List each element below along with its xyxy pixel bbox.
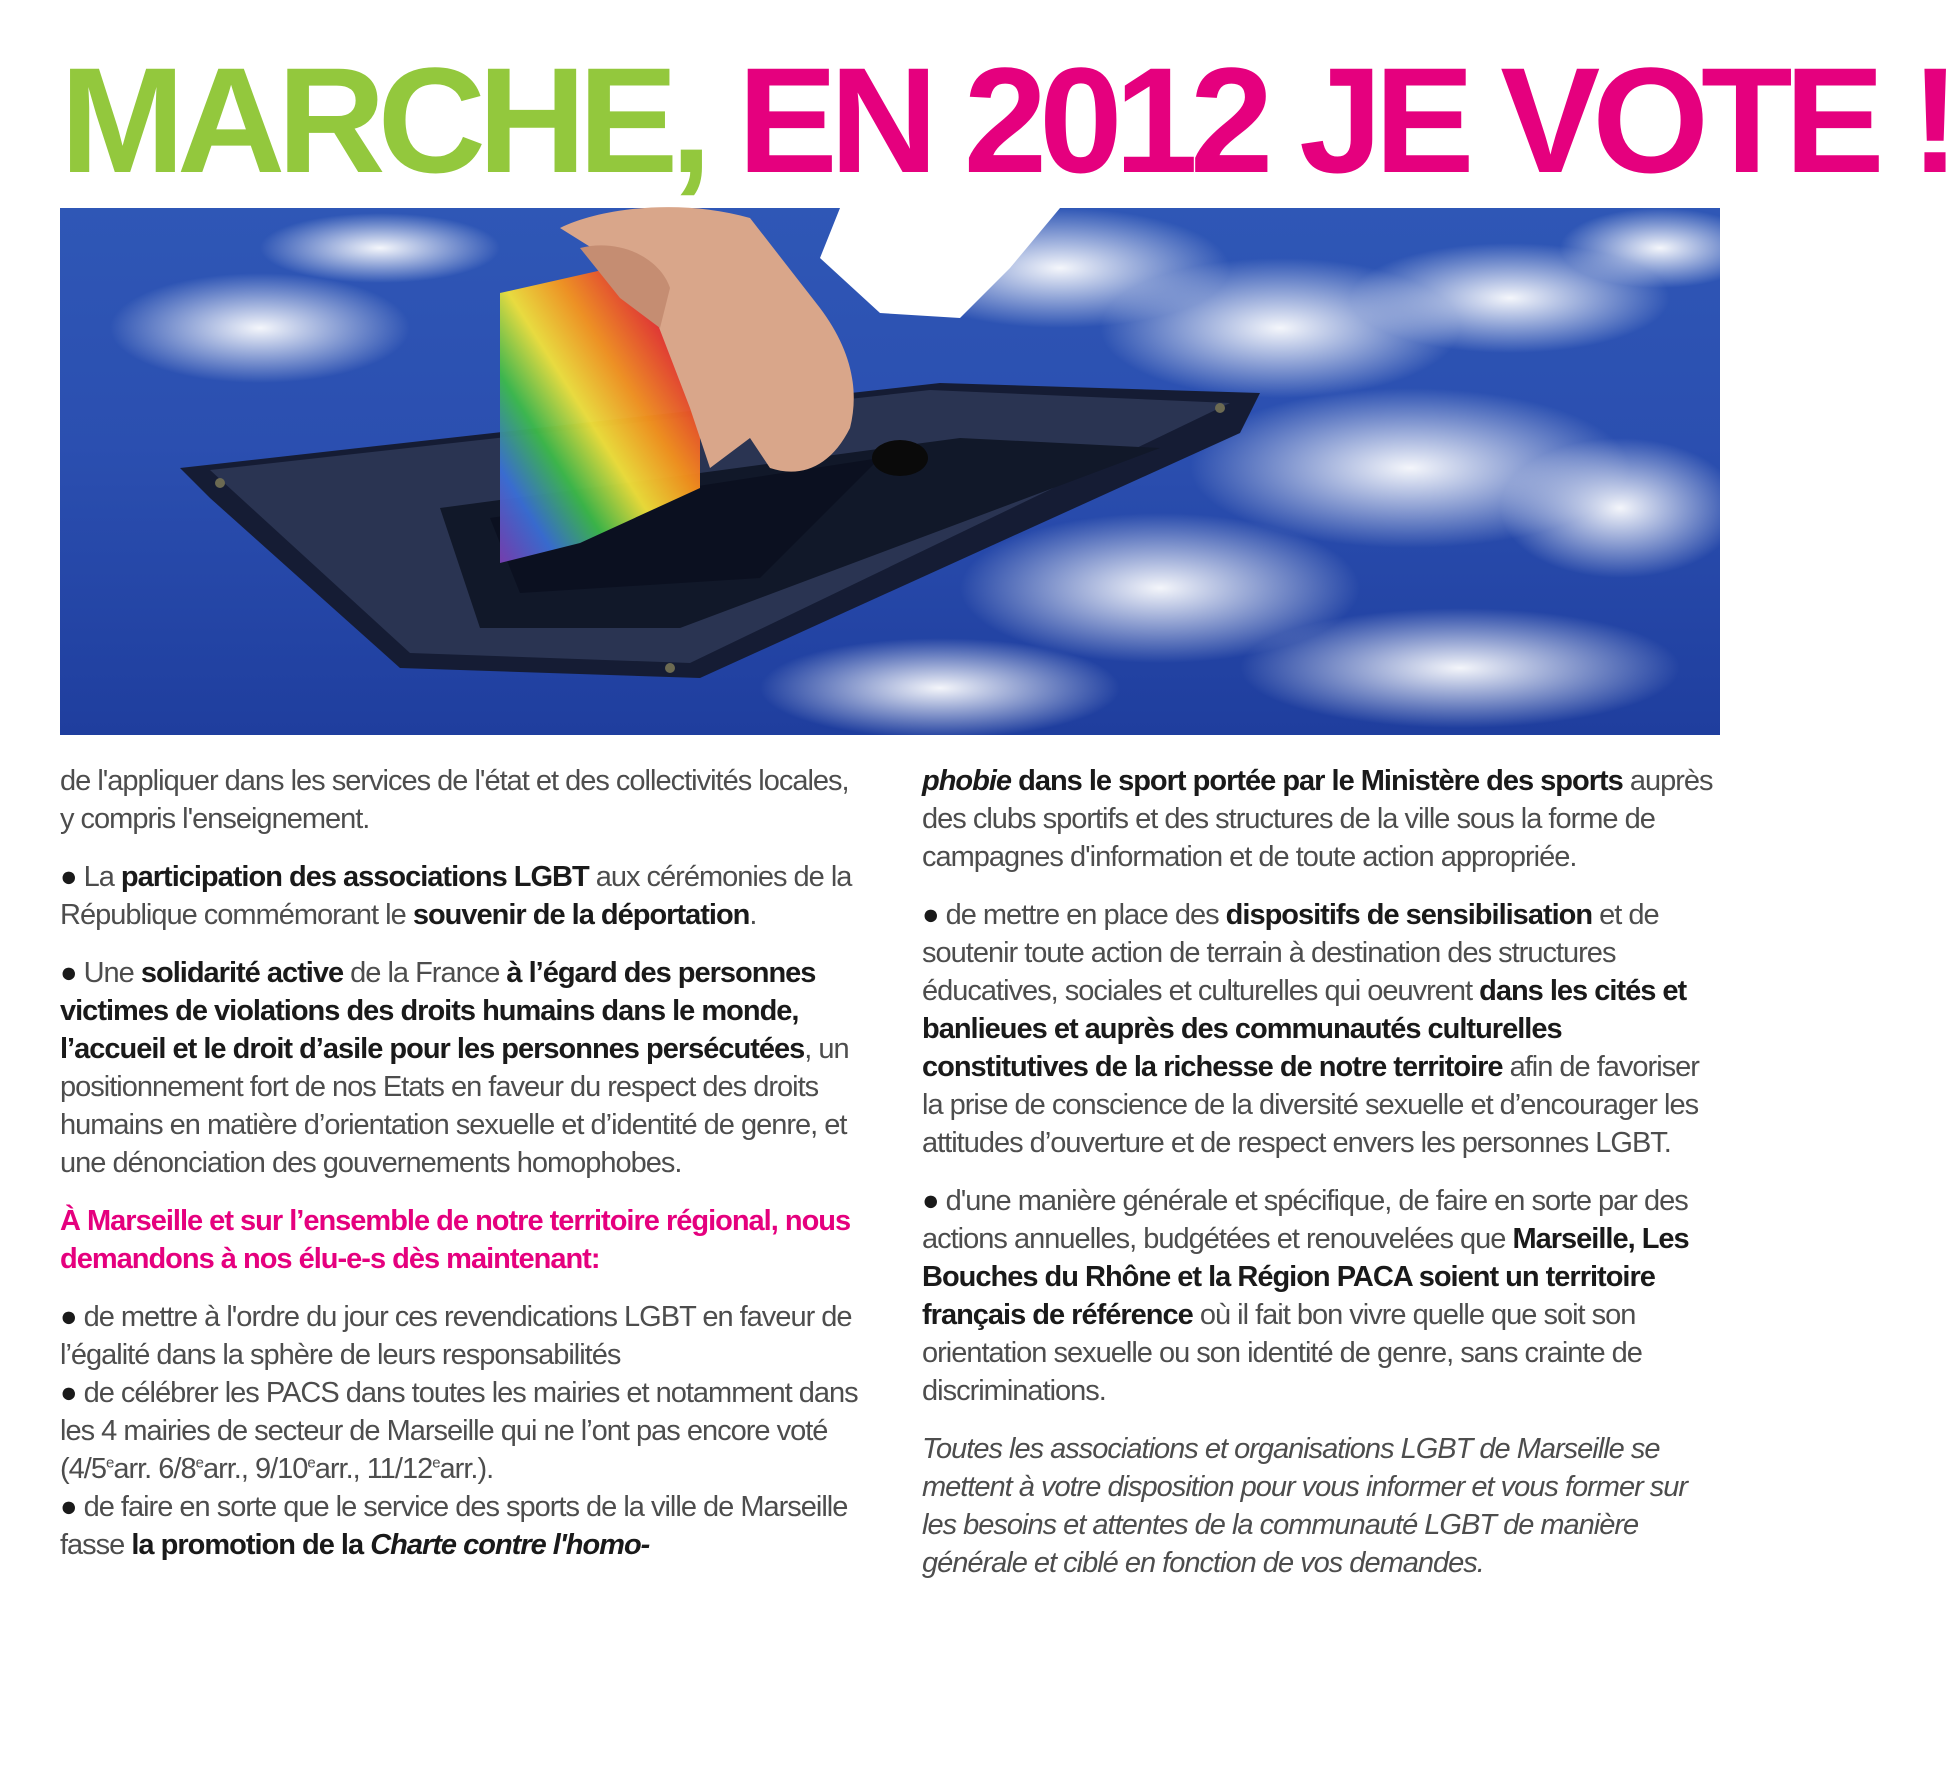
headline: [60, 36, 1952, 204]
bullet: ●: [60, 1301, 77, 1333]
text: de la France: [343, 957, 507, 989]
bold-text: la promotion de la: [131, 1529, 371, 1561]
bold-italic-text: Charte contre l'homo-: [370, 1529, 650, 1561]
left-paragraph-1: [60, 762, 860, 838]
left-column: [60, 762, 860, 1564]
text: , un positionnement fort de nos Etats en faveur du respect des droits humains en matière d’orientation sexuelle et d’identité de genre, et une dénonciation des gouvernements homophobes.: [60, 1033, 849, 1179]
superscript: e: [105, 1454, 114, 1472]
text: de célébrer les PACS dans toutes les mairies et notamment dans les 4 mairies de secteur de Marseille qui ne l’ont pas encore voté (4/5: [60, 1377, 858, 1485]
bullet: ●: [60, 957, 77, 989]
bullet: ●: [60, 1491, 77, 1523]
superscript: e: [195, 1454, 203, 1472]
right-paragraph-1: [922, 762, 1722, 876]
ballot-illustration: [60, 208, 1720, 735]
right-column: [922, 762, 1722, 1602]
text: arr.).: [439, 1453, 494, 1485]
bold-text: souvenir de la déportation: [412, 899, 750, 931]
left-p1-text: de l'appliquer dans les services de l'état et des collectivités locales, y compris l'enseignement.: [60, 765, 849, 835]
bold-text: à l’égard des personnes victimes de violations des droits humains dans le monde, l’accueil et le droit d’asile pour les personnes persécutées: [60, 957, 816, 1065]
text: .: [749, 899, 757, 931]
text: de faire en sorte que le service des sports de la ville de Marseille fasse: [60, 1491, 848, 1561]
text: arr., 11/12: [314, 1453, 433, 1485]
superscript: e: [307, 1454, 315, 1472]
marseille-heading: À Marseille et sur l’ensemble de notre territoire régional, nous demandons à nos élu-e-s dès maintenant:: [60, 1205, 851, 1275]
left-paragraph-3: [60, 954, 860, 1182]
bold-text: solidarité active: [140, 957, 344, 989]
bold-text: dispositifs de sensibilisation: [1225, 899, 1593, 931]
bold-text: dans les cités et banlieues et auprès des communautés culturelles constitutives de la richesse de notre territoire: [922, 975, 1687, 1083]
right-paragraph-3: [922, 1182, 1722, 1410]
bullet: ●: [60, 1377, 77, 1409]
text: et de soutenir toute action de terrain à destination des structures éducatives, sociales et culturelles qui oeuvrent: [922, 899, 1659, 1007]
right-paragraph-2: [922, 896, 1722, 1162]
bold-text: Marseille, Les Bouches du Rhône et la Région PACA soient un territoire français de référence: [922, 1223, 1689, 1331]
closing-statement: Toutes les associations et organisations LGBT de Marseille se mettent à votre disposition pour vous informer et vous former sur les besoins et attentes de la communauté LGBT de manière générale et ciblé en fonction de vos demandes.: [922, 1433, 1688, 1579]
headline-marche: MARCHE,: [60, 36, 704, 204]
bold-text: participation des associations LGBT: [120, 861, 589, 893]
text: arr. 6/8: [113, 1453, 196, 1485]
ballot-box-photo: [60, 208, 1720, 735]
text: Une: [76, 957, 141, 989]
bullet: ●: [922, 1185, 939, 1217]
text: de mettre en place des: [938, 899, 1226, 931]
bold-text: dans le sport portée par le Ministère des sports: [1011, 765, 1623, 797]
left-bullet-3: [60, 1488, 860, 1564]
left-paragraph-2: [60, 858, 860, 934]
headline-vote: EN 2012 JE VOTE !: [737, 36, 1952, 204]
left-bullet-1: [60, 1298, 860, 1374]
left-bullet-2: [60, 1374, 860, 1488]
bold-italic-text: phobie: [922, 765, 1012, 797]
text: arr., 9/10: [202, 1453, 308, 1485]
text: où il fait bon vivre quelle que soit son orientation sexuelle ou son identité de genre, sans crainte de discriminations.: [922, 1299, 1642, 1407]
superscript: e: [432, 1454, 440, 1472]
text: aux cérémonies de la République commémorant le: [60, 861, 852, 931]
text: La: [76, 861, 121, 893]
text: auprès des clubs sportifs et des structures de la ville sous la forme de campagnes d'information et de toute action appropriée.: [922, 765, 1713, 873]
text: de mettre à l'ordre du jour ces revendications LGBT en faveur de l’égalité dans la sphère de leurs responsabilités: [60, 1301, 852, 1371]
text: d'une manière générale et spécifique, de faire en sorte par des actions annuelles, budgétées et renouvelées que: [922, 1185, 1688, 1255]
bullet: ●: [922, 899, 939, 931]
text: afin de favoriser la prise de conscience de la diversité sexuelle et d’encourager les attitudes d’ouverture et de respect envers les personnes LGBT.: [922, 1051, 1699, 1159]
bullet: ●: [60, 861, 77, 893]
